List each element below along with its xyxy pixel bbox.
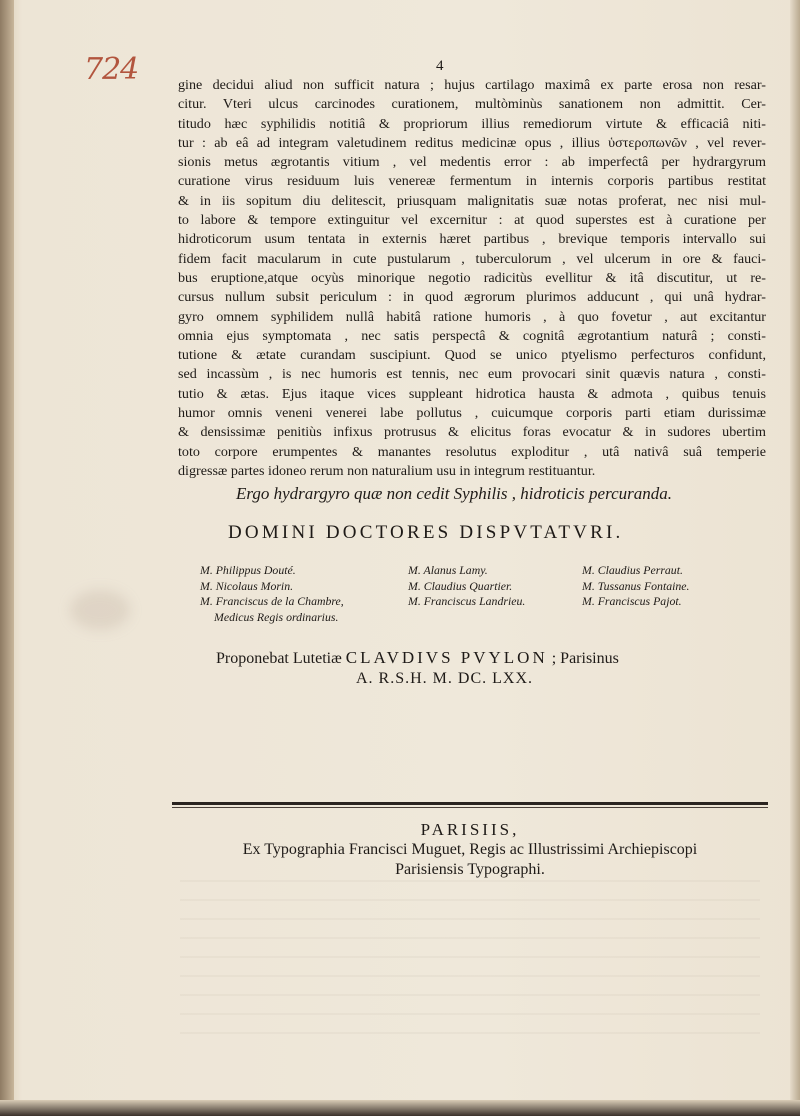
proponebat-prefix: Proponebat Lutetiæ — [216, 650, 342, 667]
body-line: tutione & ætate curandam suscipiunt. Quod se unico ptyelismo perfecturos confidunt, — [178, 347, 766, 364]
doctor-name: M. Philippus Douté. — [200, 563, 296, 577]
body-line: titudo hæc syphilidis notitiâ & propriorum illius remediorum virtute & efficaciâ niti- — [178, 115, 766, 132]
imprint-line: Parisiensis Typographi. — [395, 861, 545, 878]
doctors-heading: DOMINI DOCTORES DISPVTATVRI. — [228, 522, 624, 543]
thesis-conclusion: Ergo hydrargyro quæ non cedit Syphilis , hidroticis percuranda. — [236, 484, 672, 503]
body-line: digressæ partes idoneo rerum non naturalium usu in integrum restituantur. — [178, 462, 596, 479]
body-line: toto corpore erumpentes & manantes resolutus exploditur , utâ nativâ suâ temperie — [178, 443, 766, 460]
body-line: omnia ejus symptomata , nec satis perspectâ & cognitâ ægrotantium naturâ ; consti- — [178, 327, 766, 344]
page-right-edge — [790, 0, 800, 1116]
doctor-name: M. Alanus Lamy. — [408, 563, 488, 577]
page-number: 4 — [436, 58, 444, 74]
doctor-name: M. Franciscus Pajot. — [582, 594, 682, 608]
body-line: & densissimæ penitiùs infixus protrusus & elicitus foras evocatur & in sudores ubertim — [178, 424, 766, 441]
doctors-column-2 — [408, 563, 525, 610]
body-line: fidem facit macularum in cute pustularum , tuberculorum , vel ulcerum in ore & fauci- — [178, 250, 766, 267]
doctor-name: M. Claudius Quartier. — [408, 578, 513, 593]
body-line: curatione virus residuum luis venereæ fermentum in internis corporis partibus restitat — [178, 173, 766, 190]
body-line: to labore & tempore extinguitur vel excernitur : at quod superstes est à curatione per — [178, 212, 766, 229]
printer-imprint — [172, 820, 768, 880]
thesis-date: A. R.S.H. M. DC. LXX. — [356, 670, 534, 687]
body-line: sionis metus ægrotantis vitium , vel medentis error : ab imperfectâ per hydrargyrum — [178, 154, 766, 171]
doctor-name: M. Claudius Perraut. — [582, 563, 683, 577]
body-text — [178, 76, 766, 481]
imprint-line: Ex Typographia Francisci Muguet, Regis ac Illustrissimi Archiepiscopi — [242, 841, 698, 858]
body-line: bus eruptione,atque ocyùs minorique negotio radicitùs evellitur & itâ discutitur, ut re- — [178, 269, 766, 286]
body-line: tutio & ætas. Ejus itaque vices suppleant hidrotica hausta & admota , quibus tenuis — [178, 385, 766, 402]
body-line: tur : ab eâ ad integram valetudinem reditus medicinæ opus , illius ὑστεροπωνῶν , vel rever- — [178, 134, 766, 151]
body-line: cursus nullum subsit periculum : in quod ægrorum plurimos adducunt , qui unâ hydrar- — [178, 289, 766, 306]
doctor-name: M. Franciscus Landrieu. — [408, 594, 526, 608]
body-line: hidroticorum usum tentata in externis hæret partibus , brevique temporis intervallo sui — [178, 231, 766, 248]
doctor-name: M. Tussanus Fontaine. — [582, 578, 690, 593]
doctor-name: M. Franciscus de la Chambre, — [200, 594, 344, 608]
doctors-column-1 — [200, 563, 344, 625]
body-line: humor omnis veneni venerei labe pollutus , cuicumque corporis parti etiam durissimæ — [178, 405, 766, 422]
doctor-name: M. Nicolaus Morin. — [200, 578, 294, 593]
proponebat-suffix: ; Parisinus — [551, 650, 619, 667]
page-bottom-edge — [0, 1100, 800, 1116]
body-line: gine decidui aliud non sufficit natura ; hujus cartilago maximâ ex parte erosa non resar- — [178, 77, 766, 93]
divider-rule — [172, 802, 768, 805]
show-through-text — [180, 880, 760, 1050]
body-line: & in iis sopitum diu delitescit, priusquam malignitatis suæ notas proferat, nec nisi mul- — [178, 192, 766, 209]
body-line: sed incassùm , is nec humoris est tennis, nec eum provocari sinit quævis natura , consti- — [178, 366, 766, 383]
proponebat-line — [216, 648, 756, 689]
respondent-name: CLAVDIVS PVYLON — [345, 648, 548, 667]
divider-rule-thin — [172, 807, 768, 808]
imprint-city: PARISIIS, — [420, 820, 520, 839]
doctors-column-3 — [582, 563, 690, 610]
book-binding-edge — [0, 0, 14, 1116]
paper-stain — [70, 590, 130, 630]
body-line: citur. Vteri ulcus carcinodes curationem, multòminùs sanationem non admittit. Cer- — [178, 96, 766, 113]
handwritten-folio-number: 724 — [84, 52, 139, 87]
body-line: gyro omnem syphilidem nullâ habitâ ratione humoris , à quo fovetur , aut excitantur — [178, 308, 766, 325]
doctor-title: Medicus Regis ordinarius. — [214, 609, 339, 624]
